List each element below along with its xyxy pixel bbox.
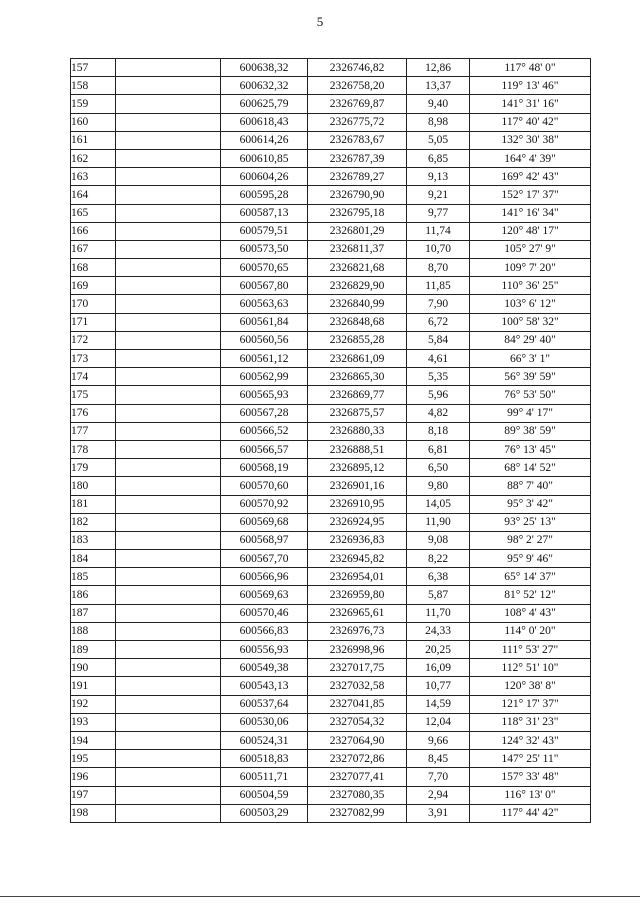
- point-number-cell: 193: [71, 713, 116, 731]
- empty-cell: [116, 59, 221, 77]
- y-coordinate-cell: 2327041,85: [308, 695, 407, 713]
- empty-cell: [116, 786, 221, 804]
- angle-cell: 95° 9' 46": [470, 550, 591, 568]
- angle-cell: 111° 53' 27": [470, 641, 591, 659]
- angle-cell: 109° 7' 20": [470, 259, 591, 277]
- empty-cell: [116, 149, 221, 167]
- x-coordinate-cell: 600568,97: [221, 531, 308, 549]
- table-row: [71, 95, 591, 113]
- empty-cell: [116, 440, 221, 458]
- y-coordinate-cell: 2326861,09: [308, 350, 407, 368]
- empty-cell: [116, 531, 221, 549]
- y-coordinate-cell: 2326976,73: [308, 622, 407, 640]
- y-coordinate-cell: 2326959,80: [308, 586, 407, 604]
- table-row: [71, 77, 591, 95]
- angle-cell: 117° 40' 42": [470, 113, 591, 131]
- empty-cell: [116, 331, 221, 349]
- empty-cell: [116, 77, 221, 95]
- empty-cell: [116, 804, 221, 822]
- point-number-cell: 176: [71, 404, 116, 422]
- distance-cell: 11,70: [407, 604, 470, 622]
- distance-cell: 14,05: [407, 495, 470, 513]
- empty-cell: [116, 604, 221, 622]
- y-coordinate-cell: 2326829,90: [308, 277, 407, 295]
- table-row: [71, 604, 591, 622]
- angle-cell: 141° 31' 16": [470, 95, 591, 113]
- x-coordinate-cell: 600561,12: [221, 350, 308, 368]
- table-row: [71, 149, 591, 167]
- point-number-cell: 177: [71, 422, 116, 440]
- point-number-cell: 173: [71, 350, 116, 368]
- empty-cell: [116, 495, 221, 513]
- angle-cell: 93° 25' 13": [470, 513, 591, 531]
- table-row: [71, 295, 591, 313]
- y-coordinate-cell: 2326888,51: [308, 440, 407, 458]
- point-number-cell: 191: [71, 677, 116, 695]
- y-coordinate-cell: 2327032,58: [308, 677, 407, 695]
- distance-cell: 4,82: [407, 404, 470, 422]
- x-coordinate-cell: 600560,56: [221, 331, 308, 349]
- empty-cell: [116, 768, 221, 786]
- x-coordinate-cell: 600503,29: [221, 804, 308, 822]
- angle-cell: 89° 38' 59": [470, 422, 591, 440]
- empty-cell: [116, 113, 221, 131]
- x-coordinate-cell: 600570,92: [221, 495, 308, 513]
- x-coordinate-cell: 600567,80: [221, 277, 308, 295]
- distance-cell: 9,66: [407, 731, 470, 749]
- y-coordinate-cell: 2326869,77: [308, 386, 407, 404]
- table-row: [71, 204, 591, 222]
- distance-cell: 7,90: [407, 295, 470, 313]
- x-coordinate-cell: 600565,93: [221, 386, 308, 404]
- empty-cell: [116, 477, 221, 495]
- y-coordinate-cell: 2326811,37: [308, 240, 407, 258]
- distance-cell: 13,37: [407, 77, 470, 95]
- distance-cell: 5,96: [407, 386, 470, 404]
- angle-cell: 112° 51' 10": [470, 659, 591, 677]
- coordinates-table: [70, 58, 591, 823]
- point-number-cell: 183: [71, 531, 116, 549]
- y-coordinate-cell: 2326901,16: [308, 477, 407, 495]
- distance-cell: 20,25: [407, 641, 470, 659]
- point-number-cell: 192: [71, 695, 116, 713]
- angle-cell: 103° 6' 12": [470, 295, 591, 313]
- table-row: [71, 222, 591, 240]
- empty-cell: [116, 568, 221, 586]
- x-coordinate-cell: 600569,63: [221, 586, 308, 604]
- empty-cell: [116, 731, 221, 749]
- point-number-cell: 174: [71, 368, 116, 386]
- point-number-cell: 168: [71, 259, 116, 277]
- x-coordinate-cell: 600625,79: [221, 95, 308, 113]
- empty-cell: [116, 259, 221, 277]
- distance-cell: 5,87: [407, 586, 470, 604]
- y-coordinate-cell: 2326848,68: [308, 313, 407, 331]
- empty-cell: [116, 186, 221, 204]
- point-number-cell: 190: [71, 659, 116, 677]
- angle-cell: 68° 14' 52": [470, 459, 591, 477]
- angle-cell: 147° 25' 11": [470, 750, 591, 768]
- distance-cell: 9,13: [407, 168, 470, 186]
- point-number-cell: 162: [71, 149, 116, 167]
- y-coordinate-cell: 2327017,75: [308, 659, 407, 677]
- distance-cell: 5,84: [407, 331, 470, 349]
- empty-cell: [116, 513, 221, 531]
- x-coordinate-cell: 600556,93: [221, 641, 308, 659]
- point-number-cell: 175: [71, 386, 116, 404]
- x-coordinate-cell: 600511,71: [221, 768, 308, 786]
- point-number-cell: 198: [71, 804, 116, 822]
- angle-cell: 164° 4' 39": [470, 149, 591, 167]
- y-coordinate-cell: 2327077,41: [308, 768, 407, 786]
- point-number-cell: 157: [71, 59, 116, 77]
- y-coordinate-cell: 2327054,32: [308, 713, 407, 731]
- angle-cell: 114° 0' 20": [470, 622, 591, 640]
- y-coordinate-cell: 2326875,57: [308, 404, 407, 422]
- x-coordinate-cell: 600566,57: [221, 440, 308, 458]
- empty-cell: [116, 459, 221, 477]
- x-coordinate-cell: 600563,63: [221, 295, 308, 313]
- y-coordinate-cell: 2326775,72: [308, 113, 407, 131]
- table-row: [71, 531, 591, 549]
- angle-cell: 152° 17' 37": [470, 186, 591, 204]
- table-row: [71, 804, 591, 822]
- x-coordinate-cell: 600567,70: [221, 550, 308, 568]
- point-number-cell: 161: [71, 131, 116, 149]
- table-row: [71, 568, 591, 586]
- y-coordinate-cell: 2326821,68: [308, 259, 407, 277]
- x-coordinate-cell: 600595,28: [221, 186, 308, 204]
- distance-cell: 6,81: [407, 440, 470, 458]
- table-row: [71, 259, 591, 277]
- distance-cell: 9,40: [407, 95, 470, 113]
- empty-cell: [116, 695, 221, 713]
- distance-cell: 12,04: [407, 713, 470, 731]
- point-number-cell: 158: [71, 77, 116, 95]
- distance-cell: 9,80: [407, 477, 470, 495]
- table-row: [71, 113, 591, 131]
- y-coordinate-cell: 2326998,96: [308, 641, 407, 659]
- table-row: [71, 713, 591, 731]
- table-row: [71, 404, 591, 422]
- angle-cell: 120° 38' 8": [470, 677, 591, 695]
- y-coordinate-cell: 2327080,35: [308, 786, 407, 804]
- y-coordinate-cell: 2326801,29: [308, 222, 407, 240]
- point-number-cell: 189: [71, 641, 116, 659]
- table-row: [71, 513, 591, 531]
- y-coordinate-cell: 2326965,61: [308, 604, 407, 622]
- point-number-cell: 180: [71, 477, 116, 495]
- empty-cell: [116, 95, 221, 113]
- angle-cell: 157° 33' 48": [470, 768, 591, 786]
- angle-cell: 119° 13' 46": [470, 77, 591, 95]
- distance-cell: 8,98: [407, 113, 470, 131]
- x-coordinate-cell: 600566,96: [221, 568, 308, 586]
- point-number-cell: 164: [71, 186, 116, 204]
- table-row: [71, 350, 591, 368]
- distance-cell: 6,72: [407, 313, 470, 331]
- x-coordinate-cell: 600573,50: [221, 240, 308, 258]
- distance-cell: 10,77: [407, 677, 470, 695]
- x-coordinate-cell: 600618,43: [221, 113, 308, 131]
- y-coordinate-cell: 2326855,28: [308, 331, 407, 349]
- distance-cell: 8,22: [407, 550, 470, 568]
- distance-cell: 8,18: [407, 422, 470, 440]
- y-coordinate-cell: 2326787,39: [308, 149, 407, 167]
- angle-cell: 88° 7' 40": [470, 477, 591, 495]
- table-row: [71, 622, 591, 640]
- empty-cell: [116, 295, 221, 313]
- x-coordinate-cell: 600518,83: [221, 750, 308, 768]
- angle-cell: 76° 53' 50": [470, 386, 591, 404]
- table-row: [71, 186, 591, 204]
- point-number-cell: 178: [71, 440, 116, 458]
- footer-rule: [0, 896, 640, 897]
- empty-cell: [116, 641, 221, 659]
- x-coordinate-cell: 600632,32: [221, 77, 308, 95]
- x-coordinate-cell: 600568,19: [221, 459, 308, 477]
- angle-cell: 95° 3' 42": [470, 495, 591, 513]
- empty-cell: [116, 659, 221, 677]
- distance-cell: 11,85: [407, 277, 470, 295]
- x-coordinate-cell: 600610,85: [221, 149, 308, 167]
- angle-cell: 141° 16' 34": [470, 204, 591, 222]
- y-coordinate-cell: 2326790,90: [308, 186, 407, 204]
- distance-cell: 4,61: [407, 350, 470, 368]
- distance-cell: 11,90: [407, 513, 470, 531]
- table-row: [71, 459, 591, 477]
- empty-cell: [116, 204, 221, 222]
- table-row: [71, 768, 591, 786]
- x-coordinate-cell: 600638,32: [221, 59, 308, 77]
- x-coordinate-cell: 600570,65: [221, 259, 308, 277]
- empty-cell: [116, 350, 221, 368]
- x-coordinate-cell: 600566,83: [221, 622, 308, 640]
- x-coordinate-cell: 600543,13: [221, 677, 308, 695]
- y-coordinate-cell: 2327082,99: [308, 804, 407, 822]
- angle-cell: 120° 48' 17": [470, 222, 591, 240]
- point-number-cell: 181: [71, 495, 116, 513]
- point-number-cell: 170: [71, 295, 116, 313]
- y-coordinate-cell: 2326924,95: [308, 513, 407, 531]
- distance-cell: 2,94: [407, 786, 470, 804]
- y-coordinate-cell: 2326880,33: [308, 422, 407, 440]
- y-coordinate-cell: 2326789,27: [308, 168, 407, 186]
- empty-cell: [116, 422, 221, 440]
- x-coordinate-cell: 600562,99: [221, 368, 308, 386]
- empty-cell: [116, 168, 221, 186]
- angle-cell: 132° 30' 38": [470, 131, 591, 149]
- table-row: [71, 695, 591, 713]
- distance-cell: 9,21: [407, 186, 470, 204]
- point-number-cell: 172: [71, 331, 116, 349]
- y-coordinate-cell: 2326895,12: [308, 459, 407, 477]
- point-number-cell: 165: [71, 204, 116, 222]
- point-number-cell: 171: [71, 313, 116, 331]
- point-number-cell: 169: [71, 277, 116, 295]
- table-row: [71, 550, 591, 568]
- x-coordinate-cell: 600530,06: [221, 713, 308, 731]
- page-number: 5: [316, 14, 324, 29]
- table-row: [71, 659, 591, 677]
- y-coordinate-cell: 2326936,83: [308, 531, 407, 549]
- distance-cell: 9,08: [407, 531, 470, 549]
- distance-cell: 3,91: [407, 804, 470, 822]
- table-row: [71, 641, 591, 659]
- table-row: [71, 240, 591, 258]
- x-coordinate-cell: 600570,46: [221, 604, 308, 622]
- angle-cell: 76° 13' 45": [470, 440, 591, 458]
- point-number-cell: 167: [71, 240, 116, 258]
- empty-cell: [116, 313, 221, 331]
- table-row: [71, 586, 591, 604]
- angle-cell: 56° 39' 59": [470, 368, 591, 386]
- point-number-cell: 160: [71, 113, 116, 131]
- empty-cell: [116, 240, 221, 258]
- empty-cell: [116, 277, 221, 295]
- point-number-cell: 185: [71, 568, 116, 586]
- angle-cell: 169° 42' 43": [470, 168, 591, 186]
- y-coordinate-cell: 2327072,86: [308, 750, 407, 768]
- table-row: [71, 495, 591, 513]
- angle-cell: 84° 29' 40": [470, 331, 591, 349]
- angle-cell: 110° 36' 25": [470, 277, 591, 295]
- angle-cell: 65° 14' 37": [470, 568, 591, 586]
- y-coordinate-cell: 2326783,67: [308, 131, 407, 149]
- y-coordinate-cell: 2326769,87: [308, 95, 407, 113]
- empty-cell: [116, 131, 221, 149]
- distance-cell: 6,85: [407, 149, 470, 167]
- y-coordinate-cell: 2326840,99: [308, 295, 407, 313]
- angle-cell: 117° 48' 0": [470, 59, 591, 77]
- x-coordinate-cell: 600604,26: [221, 168, 308, 186]
- angle-cell: 66° 3' 1": [470, 350, 591, 368]
- table-row: [71, 59, 591, 77]
- point-number-cell: 186: [71, 586, 116, 604]
- table-row: [71, 786, 591, 804]
- empty-cell: [116, 622, 221, 640]
- distance-cell: 7,70: [407, 768, 470, 786]
- y-coordinate-cell: 2326795,18: [308, 204, 407, 222]
- distance-cell: 16,09: [407, 659, 470, 677]
- x-coordinate-cell: 600567,28: [221, 404, 308, 422]
- point-number-cell: 182: [71, 513, 116, 531]
- x-coordinate-cell: 600537,64: [221, 695, 308, 713]
- table-row: [71, 677, 591, 695]
- x-coordinate-cell: 600587,13: [221, 204, 308, 222]
- point-number-cell: 197: [71, 786, 116, 804]
- y-coordinate-cell: 2326865,30: [308, 368, 407, 386]
- distance-cell: 6,38: [407, 568, 470, 586]
- table-row: [71, 477, 591, 495]
- empty-cell: [116, 550, 221, 568]
- distance-cell: 14,59: [407, 695, 470, 713]
- angle-cell: 117° 44' 42": [470, 804, 591, 822]
- x-coordinate-cell: 600570,60: [221, 477, 308, 495]
- angle-cell: 99° 4' 17": [470, 404, 591, 422]
- x-coordinate-cell: 600566,52: [221, 422, 308, 440]
- distance-cell: 8,70: [407, 259, 470, 277]
- table-row: [71, 131, 591, 149]
- angle-cell: 100° 58' 32": [470, 313, 591, 331]
- y-coordinate-cell: 2326746,82: [308, 59, 407, 77]
- angle-cell: 81° 52' 12": [470, 586, 591, 604]
- point-number-cell: 163: [71, 168, 116, 186]
- point-number-cell: 166: [71, 222, 116, 240]
- angle-cell: 98° 2' 27": [470, 531, 591, 549]
- point-number-cell: 195: [71, 750, 116, 768]
- table-row: [71, 277, 591, 295]
- distance-cell: 10,70: [407, 240, 470, 258]
- distance-cell: 5,35: [407, 368, 470, 386]
- empty-cell: [116, 368, 221, 386]
- y-coordinate-cell: 2327064,90: [308, 731, 407, 749]
- distance-cell: 8,45: [407, 750, 470, 768]
- x-coordinate-cell: 600524,31: [221, 731, 308, 749]
- distance-cell: 9,77: [407, 204, 470, 222]
- table-row: [71, 750, 591, 768]
- point-number-cell: 187: [71, 604, 116, 622]
- y-coordinate-cell: 2326758,20: [308, 77, 407, 95]
- table-row: [71, 368, 591, 386]
- empty-cell: [116, 750, 221, 768]
- x-coordinate-cell: 600549,38: [221, 659, 308, 677]
- table-row: [71, 168, 591, 186]
- point-number-cell: 184: [71, 550, 116, 568]
- point-number-cell: 194: [71, 731, 116, 749]
- angle-cell: 121° 17' 37": [470, 695, 591, 713]
- x-coordinate-cell: 600614,26: [221, 131, 308, 149]
- point-number-cell: 196: [71, 768, 116, 786]
- y-coordinate-cell: 2326945,82: [308, 550, 407, 568]
- empty-cell: [116, 677, 221, 695]
- table-row: [71, 331, 591, 349]
- y-coordinate-cell: 2326954,01: [308, 568, 407, 586]
- empty-cell: [116, 386, 221, 404]
- angle-cell: 116° 13' 0": [470, 786, 591, 804]
- table-row: [71, 731, 591, 749]
- table-row: [71, 440, 591, 458]
- table-row: [71, 313, 591, 331]
- angle-cell: 118° 31' 23": [470, 713, 591, 731]
- table-row: [71, 386, 591, 404]
- point-number-cell: 159: [71, 95, 116, 113]
- table-row: [71, 422, 591, 440]
- x-coordinate-cell: 600561,84: [221, 313, 308, 331]
- distance-cell: 12,86: [407, 59, 470, 77]
- distance-cell: 24,33: [407, 622, 470, 640]
- angle-cell: 105° 27' 9": [470, 240, 591, 258]
- x-coordinate-cell: 600504,59: [221, 786, 308, 804]
- empty-cell: [116, 713, 221, 731]
- point-number-cell: 179: [71, 459, 116, 477]
- distance-cell: 6,50: [407, 459, 470, 477]
- x-coordinate-cell: 600569,68: [221, 513, 308, 531]
- distance-cell: 5,05: [407, 131, 470, 149]
- point-number-cell: 188: [71, 622, 116, 640]
- x-coordinate-cell: 600579,51: [221, 222, 308, 240]
- empty-cell: [116, 222, 221, 240]
- empty-cell: [116, 404, 221, 422]
- angle-cell: 124° 32' 43": [470, 731, 591, 749]
- distance-cell: 11,74: [407, 222, 470, 240]
- empty-cell: [116, 586, 221, 604]
- coordinates-table-body: [71, 59, 591, 823]
- angle-cell: 108° 4' 43": [470, 604, 591, 622]
- y-coordinate-cell: 2326910,95: [308, 495, 407, 513]
